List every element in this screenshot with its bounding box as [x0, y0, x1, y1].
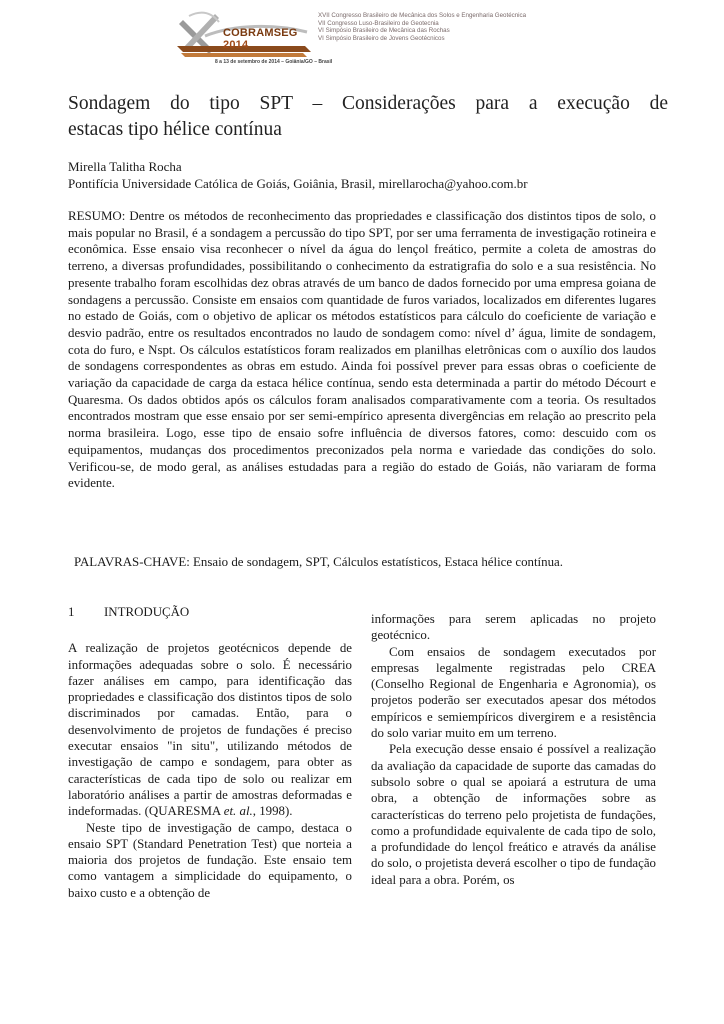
- right-column: [371, 611, 656, 888]
- paragraph: informações para serem aplicadas no projeto geotécnico.: [371, 612, 656, 643]
- title-line: estacas tipo hélice contínua: [68, 119, 282, 140]
- paragraph: Pela execução desse ensaio é possível a realização da avaliação da capacidade de suporte das camadas do subsolo sobre o qual se apoiará a estrutura de uma obra, a obtenção de informações sobre as características do terreno pelo projetista de fundações, como a profundidade equivalente de cada tipo de solo, a profundidade do lençol freático e através da análise do solo, o projetista deverá escolher o tipo de fundação ideal para a obra. Porém, os: [371, 742, 656, 887]
- etal-text: et. al.: [223, 804, 253, 819]
- logo-dates: 8 a 13 de setembro de 2014 – Goiânia/GO – Brasil: [215, 59, 333, 65]
- paragraph: A realização de projetos geotécnicos depende de informações adequadas sobre o solo. É necessário fazer análises em campo, para identificação das propriedades e classificação dos distintos tipos de solo discriminados por camadas. Então, para o desenvolvimento de projetos de fundações é preciso executar ensaios "in situ", utilizando métodos de investigação de campo e sondagem, para obter as características de cada tipo de solo ou realizar em laboratório análises a partir de amostras deformadas e indeformadas. (QUARESMA et. al., 1998).: [68, 641, 352, 819]
- left-column: [68, 604, 352, 901]
- author-name: Mirella Talitha Rocha: [68, 159, 182, 174]
- cobramseg-logo: [175, 6, 333, 70]
- conference-events: [318, 12, 526, 42]
- event-line: VI Simpósio Brasileiro de Mecânica das Rochas: [318, 27, 450, 35]
- title-line: Sondagem do tipo SPT – Considerações para a execução de: [68, 93, 668, 114]
- logo-brand: COBRAMSEG 2014: [223, 27, 298, 51]
- section-title: INTRODUÇÃO: [104, 605, 190, 619]
- conference-header: [0, 0, 724, 80]
- paragraph: Neste tipo de investigação de campo, destaca o ensaio SPT (Standard Penetration Test) que norteia a maioria dos projetos de fundação. Este ensaio tem como vantagem a simplicidade do equipamento, o baixo custo e a obtenção de: [68, 820, 352, 900]
- event-line: XVII Congresso Brasileiro de Mecânica dos Solos e Engenharia Geotécnica: [318, 12, 527, 19]
- event-line: VI Simpósio Brasileiro de Jovens Geotécnicos: [318, 34, 445, 42]
- paper-title: [68, 91, 668, 143]
- abstract: RESUMO: Dentre os métodos de reconhecimento das propriedades e classificação dos distintos tipos de solo, o mais popular no Brasil, é a sondagem a percussão do tipo SPT, por ser uma ferramenta de investigação rotineira e econômica. Esse ensaio visa reconhecer o nível da água do lençol freático, permite a coleta de amostras do terreno, a diversas profundidades, possibilitando o conhecimento da estratigrafia do solo e a sua resistência. No presente trabalho foram escolhidas dez obras através de um banco de dados fornecido por uma empresa goiana de sondagens a percussão. Consiste em ensaios com quantidade de furos variados, localizados em diferentes lugares no estado de Goiás, com o objetivo de aplicar os métodos estatísticos para cálculo do coeficiente de variação e desvio padrão, entre os resultados encontrados no laudo de sondagem como: nível d’ água, limite de sondagem, cota do furo, e Nspt. Os cálculos estatísticos foram realizados em planilhas eletrônicas com o auxílio dos laudos de sondagens correspondentes as obras em estudo. Ainda foi possível prever para essas obras o coeficiente de variação da capacidade de carga da estaca hélice contínua, sendo esta determinada a partir do método Décourt e Quaresma. Os dados obtidos após os cálculos foram analisados comparativamente com a teoria. Os resultados encontrados mostram que esse ensaio por ser semi-empírico apresenta divergências em relação ao prescrito pela norma brasileira. Logo, esse tipo de ensaio sofre influência de diversos fatores, como: descuido com os equipamentos, mudanças dos procedimentos preconizados pela norma e variedade das condições do solo. Verificou-se, de modo geral, as análises estudadas para a região do estado de Goiás, não variaram de forma evidente.: [68, 209, 656, 491]
- author-affiliation: Pontifícia Universidade Católica de Goiás, Goiânia, Brasil, mirellarocha@yahoo.com.br: [68, 176, 528, 191]
- keywords: PALAVRAS-CHAVE: Ensaio de sondagem, SPT, Cálculos estatísticos, Estaca hélice contínua.: [74, 555, 563, 569]
- paragraph: Com ensaios de sondagem executados por empresas legalmente registradas pelo CREA (Conselho Regional de Engenharia e Agronomia), os projetos poderão ser executados apesar dos métodos empíricos e semiempíricos divergirem e a resistência do solo variar muito em um terreno.: [371, 644, 656, 741]
- section-heading: [68, 604, 352, 620]
- event-line: VII Congresso Luso-Brasileiro de Geotecnia: [318, 19, 439, 27]
- section-number: 1: [68, 605, 75, 619]
